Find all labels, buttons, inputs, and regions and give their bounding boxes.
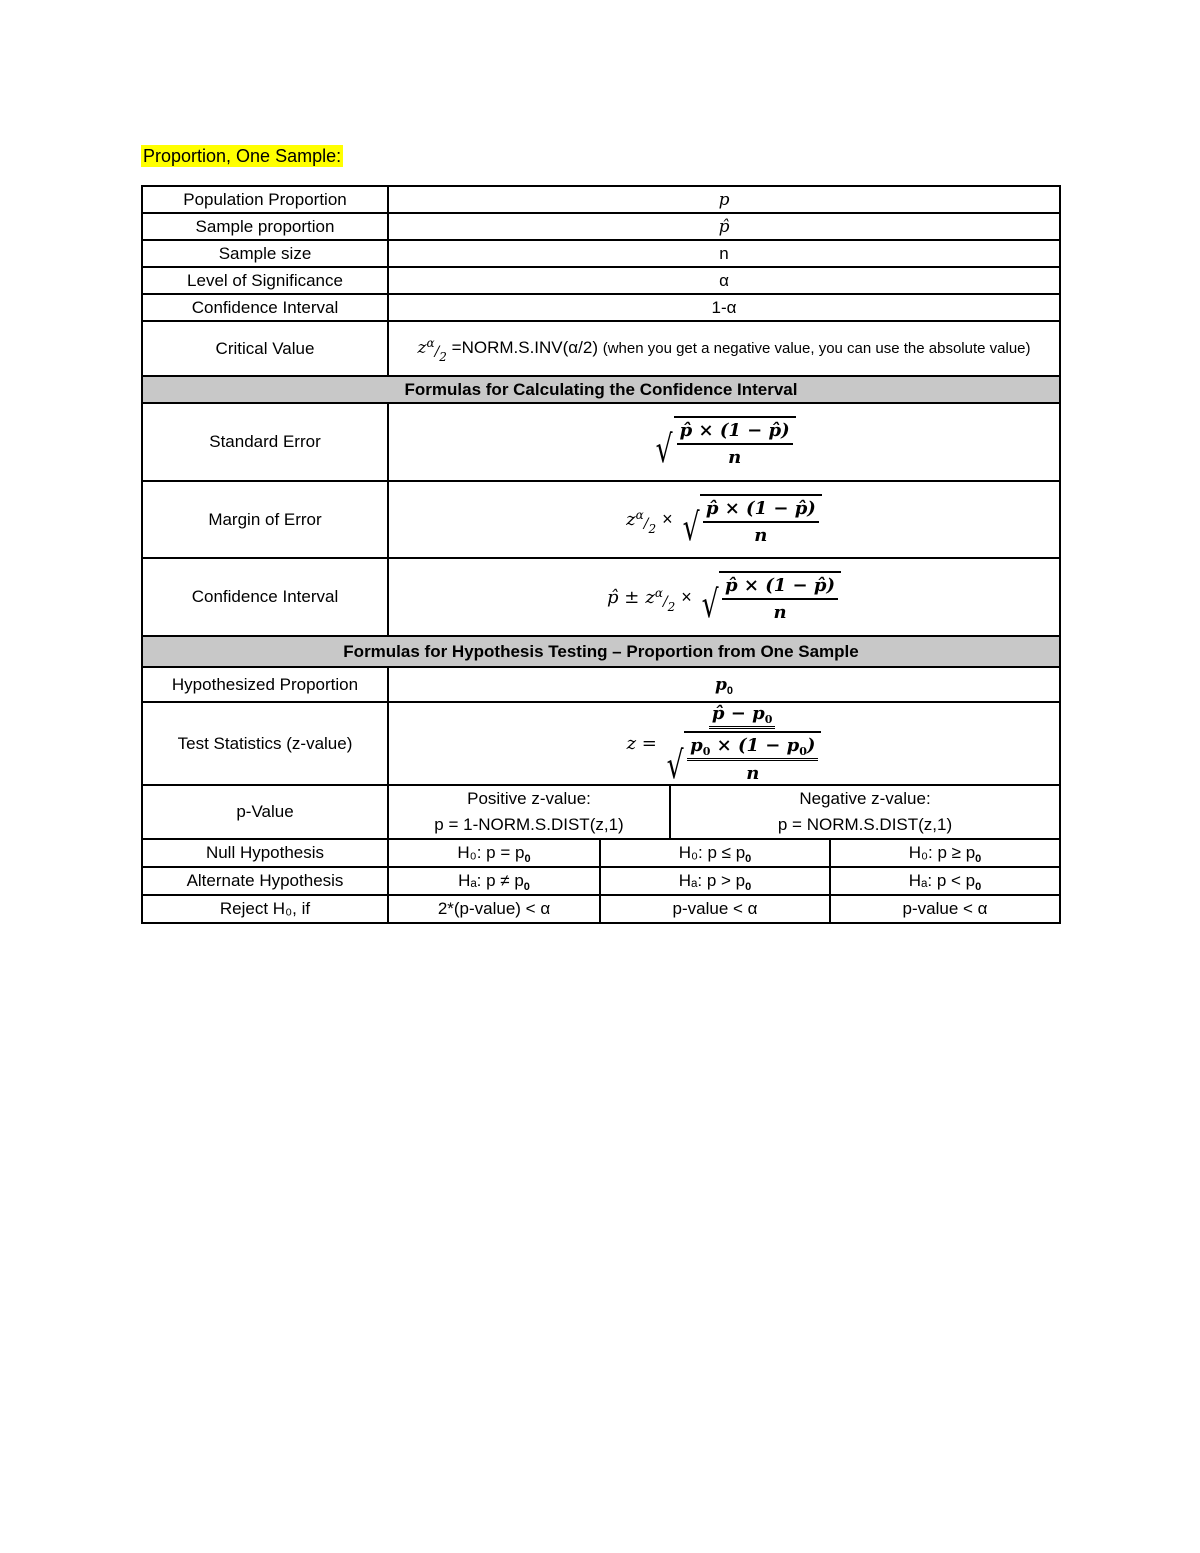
null-right-tailed: H₀: $p \le p_0$ (600, 839, 830, 867)
row-value: α (388, 267, 1060, 294)
z-alpha-half: z α / 2 (417, 336, 447, 364)
row-label: Reject H₀, if (142, 895, 388, 923)
row-label: Sample proportion (142, 213, 388, 240)
table-row (142, 240, 1060, 267)
row-label: Hypothesized Proportion (142, 667, 388, 702)
alt-left-tailed: Hₐ: $p < p_0$ (830, 867, 1060, 895)
row-label: Population Proportion (142, 186, 388, 213)
table-row (142, 403, 1060, 481)
row-value: p̂ (388, 213, 1060, 240)
row-label: Sample size (142, 240, 388, 267)
confidence-interval-formula: p̂ ± z α / 2 × √ $\frac{p̂ \times (1 - p̂)}{n}$ (388, 558, 1060, 636)
table-row (142, 213, 1060, 240)
null-left-tailed: H₀: $p \ge p_0$ (830, 839, 1060, 867)
table-row (142, 785, 1060, 839)
table-row (142, 558, 1060, 636)
row-label: Alternate Hypothesis (142, 867, 388, 895)
row-label: p-Value (142, 785, 388, 839)
reject-two-tailed: 2*(p-value) < α (388, 895, 600, 923)
reject-right-tailed: p-value < α (600, 895, 830, 923)
row-value: p (388, 186, 1060, 213)
margin-of-error-formula: z α / 2 × √ $\frac{p̂ \times (1 - p̂)}{n}$ (388, 481, 1060, 558)
row-label: Null Hypothesis (142, 839, 388, 867)
alt-right-tailed: Hₐ: $p > p_0$ (600, 867, 830, 895)
row-value: $p_0$ (388, 667, 1060, 702)
table-row (142, 702, 1060, 785)
page-heading: Proportion, One Sample: (143, 146, 342, 166)
section-header: Formulas for Calculating the Confidence Interval (142, 376, 1060, 403)
test-statistic-formula: z = p̂ − $p_0$ √ $\frac{p_0 \times (1 - p_0)}{n}$ (388, 702, 1060, 785)
null-two-tailed: H₀: $p = p_0$ (388, 839, 600, 867)
row-value: 1-α (388, 294, 1060, 321)
table-row (142, 867, 1060, 895)
table-row (142, 321, 1060, 376)
table-row (142, 895, 1060, 923)
table-row (142, 186, 1060, 213)
row-value: n (388, 240, 1060, 267)
reject-left-tailed: p-value < α (830, 895, 1060, 923)
negative-z-cell: Negative z-value: p = NORM.S.DIST(z,1) (670, 785, 1060, 839)
table-row (142, 481, 1060, 558)
table-row (142, 267, 1060, 294)
table-row (142, 294, 1060, 321)
row-label: Margin of Error (142, 481, 388, 558)
positive-z-cell: Positive z-value: p = 1-NORM.S.DIST(z,1) (388, 785, 670, 839)
table-row (142, 667, 1060, 702)
row-label: Confidence Interval (142, 558, 388, 636)
row-label: Standard Error (142, 403, 388, 481)
row-label: Critical Value (142, 321, 388, 376)
row-label: Confidence Interval (142, 294, 388, 321)
proportion-table (141, 185, 1061, 924)
row-label: Level of Significance (142, 267, 388, 294)
table-row (142, 839, 1060, 867)
standard-error-formula: √ $\frac{p̂ \times (1 - p̂)}{n}$ (388, 403, 1060, 481)
row-label: Test Statistics (z-value) (142, 702, 388, 785)
alt-two-tailed: Hₐ: $p \ne p_0$ (388, 867, 600, 895)
critical-value-cell: z α / 2 =NORM.S.INV(α/2) (when you get a negative value, you can use the absolute value) (388, 321, 1060, 376)
section-header: Formulas for Hypothesis Testing – Proportion from One Sample (142, 636, 1060, 667)
